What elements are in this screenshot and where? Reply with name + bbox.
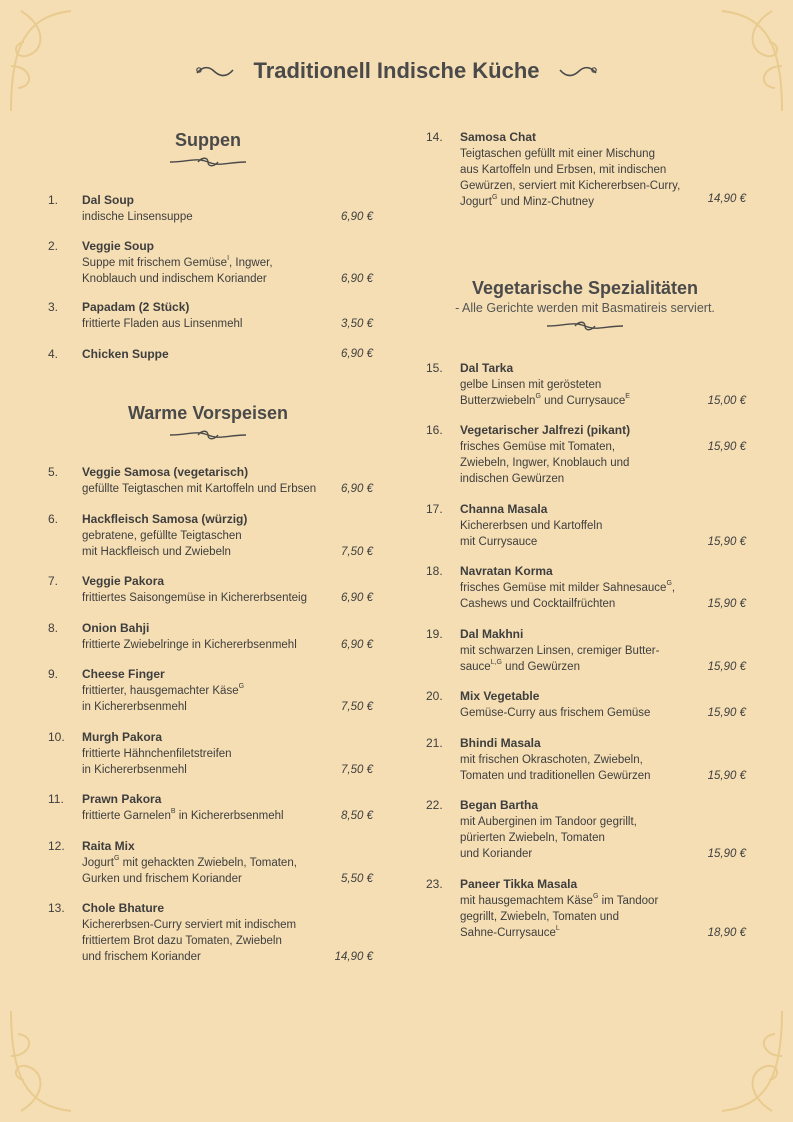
item-number: 17. bbox=[426, 502, 443, 516]
item-description: Jogurt$^G$ mit gehackten Zwiebeln, Tomaten, bbox=[82, 855, 297, 869]
item-price: 15,90 € bbox=[707, 848, 746, 860]
item-price: 15,90 € bbox=[707, 441, 746, 453]
item-name: Bhindi Masala bbox=[460, 736, 541, 750]
item-description: frittierte Hähnchenfiletstreifen bbox=[82, 748, 232, 760]
item-description: Gemüse-Curry aus frischem Gemüse bbox=[460, 707, 651, 719]
item-name: Dal Soup bbox=[82, 193, 135, 207]
item-description: Teigtaschen gefüllt mit einer Mischung bbox=[460, 148, 655, 160]
item-name: Veggie Soup bbox=[82, 239, 155, 253]
item-price: 5,50 € bbox=[341, 873, 373, 885]
item-price: 8,50 € bbox=[341, 810, 373, 822]
item-name: Papadam (2 Stück) bbox=[82, 300, 190, 314]
item-number: 13. bbox=[48, 901, 65, 915]
item-description: gelbe Linsen mit gerösteten bbox=[460, 379, 602, 391]
item-description: und Koriander bbox=[460, 848, 533, 860]
item-price: 15,90 € bbox=[707, 661, 746, 673]
page-title: Traditionell Indische Küche bbox=[253, 58, 540, 83]
item-description: mit hausgemachtem Käse$^G$ im Tandoor bbox=[460, 893, 659, 907]
item-number: 5. bbox=[48, 465, 59, 479]
item-price: 3,50 € bbox=[341, 318, 373, 330]
item-description: gefüllte Teigtaschen mit Kartoffeln und Erbsen bbox=[82, 483, 317, 495]
item-number: 10. bbox=[48, 730, 65, 744]
item-number: 22. bbox=[426, 798, 443, 812]
item-name: Murgh Pakora bbox=[82, 730, 163, 744]
item-description: Suppe mit frischem Gemüse$^I$, Ingwer, bbox=[82, 255, 273, 269]
item-description: Butterzwiebeln$^G$ und Currysauce$^E$ bbox=[460, 393, 630, 407]
item-number: 2. bbox=[48, 239, 59, 253]
item-price: 18,90 € bbox=[707, 927, 746, 939]
item-description: Jogurt$^G$ und Minz-Chutney bbox=[460, 194, 594, 208]
item-description: in Kichererbsenmehl bbox=[82, 764, 187, 776]
item-price: 15,00 € bbox=[707, 395, 746, 407]
item-description: frittierter, hausgemachter Käse$^G$ bbox=[82, 683, 245, 697]
item-description: und frischem Koriander bbox=[82, 951, 201, 963]
item-number: 14. bbox=[426, 130, 443, 144]
item-number: 15. bbox=[426, 361, 443, 375]
item-name: Channa Masala bbox=[460, 502, 548, 516]
allergen-marker: L,G bbox=[490, 659, 502, 666]
item-price: 14,90 € bbox=[334, 951, 373, 963]
section-title: Warme Vorspeisen bbox=[127, 403, 289, 423]
item-number: 6. bbox=[48, 512, 59, 526]
item-name: Chicken Suppe bbox=[82, 347, 169, 361]
item-description: mit Auberginen im Tandoor gegrillt, bbox=[460, 816, 637, 828]
item-price: 7,50 € bbox=[341, 701, 373, 713]
item-description: frittierte Zwiebelringe in Kichererbsenmehl bbox=[82, 639, 297, 651]
item-description: pürierten Zwiebeln, Tomaten bbox=[460, 832, 605, 844]
section-subtitle: - Alle Gerichte werden mit Basmatireis serviert. bbox=[455, 301, 715, 315]
allergen-marker: G bbox=[535, 393, 541, 400]
page-header bbox=[0, 58, 793, 84]
item-name: Prawn Pakora bbox=[82, 792, 162, 806]
swirl-right-icon bbox=[556, 64, 598, 78]
item-number: 16. bbox=[426, 423, 443, 437]
item-name: Onion Bahji bbox=[82, 621, 150, 635]
item-number: 4. bbox=[48, 347, 59, 361]
item-price: 15,90 € bbox=[707, 707, 746, 719]
item-description: in Kichererbsenmehl bbox=[82, 701, 187, 713]
item-description: mit frischen Okraschoten, Zwiebeln, bbox=[460, 754, 643, 766]
item-description: mit Currysauce bbox=[460, 536, 538, 548]
corner-ornament-icon bbox=[717, 1006, 787, 1116]
item-name: Began Bartha bbox=[460, 798, 539, 812]
item-description: mit schwarzen Linsen, cremiger Butter- bbox=[460, 645, 660, 657]
allergen-marker: G bbox=[113, 855, 120, 862]
item-number: 7. bbox=[48, 574, 59, 588]
item-description: Gurken und frischem Koriander bbox=[82, 873, 242, 885]
item-description: Knoblauch und indischem Koriander bbox=[82, 273, 267, 285]
item-price: 15,90 € bbox=[707, 770, 746, 782]
item-price: 15,90 € bbox=[707, 598, 746, 610]
item-name: Navratan Korma bbox=[460, 564, 553, 578]
allergen-marker: I bbox=[227, 255, 230, 262]
item-number: 1. bbox=[48, 193, 59, 207]
item-description: frisches Gemüse mit Tomaten, bbox=[460, 441, 616, 453]
item-description: frittiertem Brot dazu Tomaten, Zwiebeln bbox=[82, 935, 282, 947]
item-price: 6,90 € bbox=[341, 592, 373, 604]
item-description: frittiertes Saisongemüse in Kichererbsenteig bbox=[82, 592, 308, 604]
item-name: Vegetarischer Jalfrezi (pikant) bbox=[460, 423, 631, 437]
item-number: 12. bbox=[48, 839, 65, 853]
item-number: 9. bbox=[48, 667, 59, 681]
section-title: Suppen bbox=[175, 130, 241, 150]
item-description: frittierte Garnelen$^B$ in Kichererbsenmehl bbox=[82, 808, 284, 822]
allergen-marker: L bbox=[555, 925, 560, 932]
item-name: Paneer Tikka Masala bbox=[460, 877, 578, 891]
item-description: frittierte Fladen aus Linsenmehl bbox=[82, 318, 243, 330]
divider-ornament-icon bbox=[168, 155, 248, 169]
item-description: gebratene, gefüllte Teigtaschen bbox=[82, 530, 242, 542]
item-number: 3. bbox=[48, 300, 59, 314]
item-description: indische Linsensuppe bbox=[82, 211, 193, 223]
item-description: Gewürzen, serviert mit Kichererbsen-Curry, bbox=[460, 180, 681, 192]
item-description: Zwiebeln, Ingwer, Knoblauch und bbox=[460, 457, 630, 469]
item-description: Tomaten und traditionellen Gewürzen bbox=[460, 770, 651, 782]
allergen-marker: B bbox=[170, 808, 176, 815]
item-number: 11. bbox=[48, 792, 64, 806]
item-name: Dal Makhni bbox=[460, 627, 524, 641]
allergen-marker: E bbox=[625, 393, 630, 400]
swirl-left-icon bbox=[195, 64, 237, 78]
item-description: aus Kartoffeln und Erbsen, mit indischen bbox=[460, 164, 667, 176]
allergen-marker: G bbox=[592, 893, 599, 900]
item-number: 21. bbox=[426, 736, 443, 750]
allergen-marker: G bbox=[491, 194, 498, 201]
item-price: 14,90 € bbox=[707, 192, 746, 205]
item-name: Dal Tarka bbox=[460, 361, 514, 375]
item-price: 6,90 € bbox=[341, 348, 373, 360]
section-vorspeisen bbox=[88, 403, 328, 442]
item-name: Veggie Pakora bbox=[82, 574, 165, 588]
item-description: Kichererbsen-Curry serviert mit indischem bbox=[82, 919, 297, 931]
section-suppen bbox=[108, 130, 308, 169]
item-number: 8. bbox=[48, 621, 59, 635]
item-description: indischen Gewürzen bbox=[460, 473, 565, 485]
item-number: 18. bbox=[426, 564, 443, 578]
item-name: Veggie Samosa (vegetarisch) bbox=[82, 465, 249, 479]
item-description: Cashews und Cocktailfrüchten bbox=[460, 598, 616, 610]
item-number: 19. bbox=[426, 627, 443, 641]
item-name: Mix Vegetable bbox=[460, 689, 540, 703]
item-name: Chole Bhature bbox=[82, 901, 165, 915]
item-price: 6,90 € bbox=[341, 639, 373, 651]
item-description: gegrillt, Zwiebeln, Tomaten und bbox=[460, 911, 619, 923]
item-name: Samosa Chat bbox=[460, 130, 537, 144]
divider-ornament-icon bbox=[168, 428, 248, 442]
corner-ornament-icon bbox=[6, 1006, 76, 1116]
item-price: 7,50 € bbox=[341, 764, 373, 776]
item-name: Hackfleisch Samosa (würzig) bbox=[82, 512, 248, 526]
item-description: frisches Gemüse mit milder Sahnesauce$^G$, bbox=[460, 580, 676, 594]
item-number: 20. bbox=[426, 689, 443, 703]
section-title: Vegetarische Spezialitäten bbox=[471, 278, 699, 298]
item-price: 6,90 € bbox=[341, 273, 373, 285]
allergen-marker: G bbox=[666, 580, 672, 587]
item-name: Cheese Finger bbox=[82, 667, 165, 681]
item-name: Raita Mix bbox=[82, 839, 135, 853]
item-price: 15,90 € bbox=[707, 536, 746, 548]
allergen-marker: G bbox=[238, 683, 245, 690]
item-description: mit Hackfleisch und Zwiebeln bbox=[82, 546, 231, 558]
item-price: 7,50 € bbox=[341, 546, 373, 558]
item-description: Kichererbsen und Kartoffeln bbox=[460, 520, 603, 532]
item-price: 6,90 € bbox=[341, 483, 373, 495]
divider-ornament-icon bbox=[545, 319, 625, 333]
item-description: Sahne-Currysauce$^L$ bbox=[460, 925, 560, 939]
item-price: 6,90 € bbox=[341, 211, 373, 223]
item-description: sauce$^{L,G}$ und Gewürzen bbox=[460, 659, 580, 673]
section-vegetarisch bbox=[425, 278, 745, 333]
item-number: 23. bbox=[426, 877, 443, 891]
